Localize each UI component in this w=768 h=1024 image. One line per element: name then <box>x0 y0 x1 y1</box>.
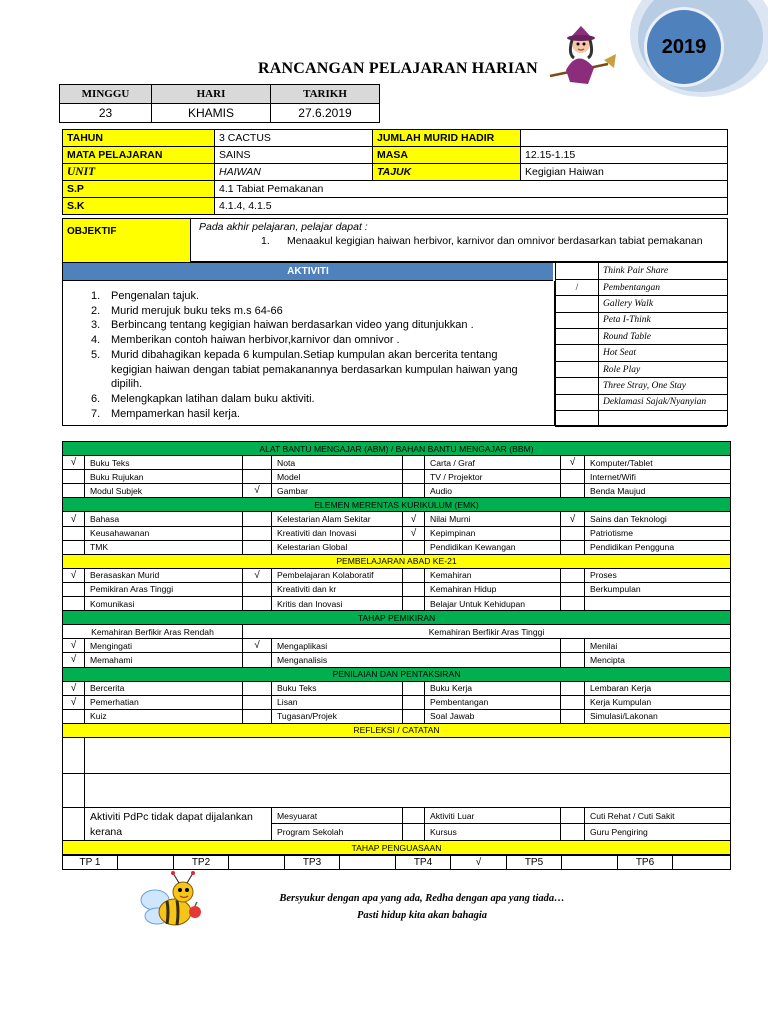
checkbox-cell[interactable] <box>561 540 585 554</box>
item-label: Pemikiran Aras Tinggi <box>85 582 243 596</box>
list-item: 5. Murid dibahagikan kepada 6 kumpulan.Setiap kumpulan akan bercerita tentang kegigian haiwan dengan tabiat pemakanannya berdasarkan kumpulan haiwan yang dipilih. <box>91 348 518 391</box>
table-row <box>63 653 731 667</box>
checkbox-cell[interactable] <box>561 484 585 498</box>
strategy-tick <box>556 345 599 361</box>
refleksi-margin-cell <box>63 737 85 773</box>
masa-value: 12.15-1.15 <box>521 147 728 164</box>
footer-line-1: Bersyukur dengan apa yang ada, Redha dengan apa yang tiada… <box>279 893 565 904</box>
item-label: Memahami <box>85 653 243 667</box>
year-badge <box>647 10 721 84</box>
checkbox-cell[interactable] <box>403 597 425 611</box>
sk-label: S.K <box>63 198 215 215</box>
item-label: Audio <box>425 484 561 498</box>
checkbox-cell[interactable] <box>561 807 585 824</box>
item-label: Mengaplikasi <box>272 639 561 653</box>
tajuk-value: Kegigian Haiwan <box>521 164 728 181</box>
abad21-section-title: PEMBELAJARAN ABAD KE-21 <box>63 554 731 568</box>
unit-label: UNIT <box>63 164 215 181</box>
list-item: 3. Berbincang tentang kegigian haiwan berdasarkan video yang ditunjukkan . <box>91 319 474 332</box>
item-label: Patriotisme <box>585 526 731 540</box>
strategy-name: Role Play <box>599 361 728 377</box>
lesson-info-table <box>62 129 728 215</box>
tp-label: TP5 <box>507 856 562 870</box>
item-label: Pemerhatian <box>85 695 243 709</box>
checkbox-cell[interactable]: √ <box>63 456 85 470</box>
checkbox-cell[interactable]: √ <box>63 639 85 653</box>
checkbox-cell[interactable] <box>243 681 272 695</box>
item-label: TMK <box>85 540 243 554</box>
checkbox-cell[interactable]: √ <box>63 681 85 695</box>
tp-checkbox[interactable]: √ <box>451 856 507 870</box>
table-row <box>63 512 731 526</box>
refleksi-notes-area[interactable] <box>85 737 731 773</box>
table-row <box>63 540 731 554</box>
item-label: Model <box>272 470 403 484</box>
table-row <box>63 681 731 695</box>
checkbox-cell[interactable] <box>63 470 85 484</box>
year-decoration <box>618 0 768 110</box>
aras-rendah-label: Kemahiran Berfikir Aras Rendah <box>63 625 243 639</box>
strategy-name: Pembentangan <box>599 279 728 295</box>
item-label: Komputer/Tablet <box>585 456 731 470</box>
tp-checkbox[interactable] <box>118 856 174 870</box>
reason-label: Program Sekolah <box>272 824 403 841</box>
item-label: Nilai Murni <box>425 512 561 526</box>
item-label: Komunikasi <box>85 597 243 611</box>
reason-label: Kursus <box>425 824 561 841</box>
masa-label: MASA <box>373 147 521 164</box>
sp-label: S.P <box>63 181 215 198</box>
item-label: Menganalisis <box>272 653 561 667</box>
sk-value: 4.1.4, 4.1.5 <box>215 198 728 215</box>
refleksi-margin-cell <box>63 807 85 840</box>
checkbox-cell[interactable] <box>403 681 425 695</box>
reason-label: Guru Pengiring <box>585 824 731 841</box>
mata-pelajaran-value: SAINS <box>215 147 373 164</box>
item-label: Menilai <box>585 639 731 653</box>
strategy-tick <box>556 296 599 312</box>
item-label: Carta / Graf <box>425 456 561 470</box>
tahun-label: TAHUN <box>63 130 215 147</box>
checkbox-cell[interactable]: √ <box>63 695 85 709</box>
item-label: Bercerita <box>85 681 243 695</box>
strategy-tick <box>556 411 599 427</box>
jumlah-value <box>521 130 728 147</box>
reason-label: Aktiviti Luar <box>425 807 561 824</box>
item-label: Modul Subjek <box>85 484 243 498</box>
aktiviti-header: AKTIVITI <box>63 263 553 281</box>
strategy-name: Think Pair Share <box>599 263 728 279</box>
checkbox-cell[interactable] <box>63 709 85 723</box>
item-label: Buku Teks <box>85 456 243 470</box>
week-table <box>59 84 380 123</box>
item-label: Berasaskan Murid <box>85 568 243 582</box>
checkbox-cell[interactable] <box>243 512 272 526</box>
checkbox-cell[interactable] <box>243 456 272 470</box>
checkbox-cell[interactable] <box>243 470 272 484</box>
list-item: 2. Murid merujuk buku teks m.s 64-66 <box>91 304 283 317</box>
checkbox-cell[interactable] <box>243 597 272 611</box>
sp-value: 4.1 Tabiat Pemakanan <box>215 181 728 198</box>
emk-section-title: ELEMEN MERENTAS KURIKULUM (EMK) <box>63 498 731 512</box>
tajuk-label: TAJUK <box>373 164 521 181</box>
checkbox-cell[interactable]: √ <box>561 456 585 470</box>
table-row <box>63 695 731 709</box>
checkbox-cell[interactable] <box>403 456 425 470</box>
strategy-name: Deklamasi Sajak/Nyanyian <box>599 394 728 410</box>
item-label: Keusahawanan <box>85 526 243 540</box>
objektif-section <box>62 218 728 262</box>
item-label: Internet/Wifi <box>585 470 731 484</box>
checkbox-cell[interactable] <box>243 526 272 540</box>
item-label: Kelestarian Global <box>272 540 403 554</box>
item-label: Buku Kerja <box>425 681 561 695</box>
item-label: Belajar Untuk Kehidupan <box>425 597 561 611</box>
checkbox-cell[interactable] <box>561 695 585 709</box>
mata-pelajaran-label: MATA PELAJARAN <box>63 147 215 164</box>
tp-label: TP3 <box>285 856 340 870</box>
checkbox-cell[interactable] <box>63 484 85 498</box>
strategy-tick: / <box>556 279 599 295</box>
item-label: Tugasan/Projek <box>272 709 403 723</box>
abm-section-title: ALAT BANTU MENGAJAR (ABM) / BAHAN BANTU MENGAJAR (BBM) <box>63 442 731 456</box>
reason-label: Cuti Rehat / Cuti Sakit <box>585 807 731 824</box>
table-row <box>63 856 731 870</box>
strategy-table <box>555 263 727 427</box>
item-label: Pendidikan Pengguna <box>585 540 731 554</box>
bee-clipart-icon <box>137 870 207 940</box>
list-item: 1. Pengenalan tajuk. <box>91 290 200 302</box>
table-row <box>63 709 731 723</box>
tp-checkbox[interactable] <box>673 856 731 870</box>
strategy-name: Gallery Walk <box>599 296 728 312</box>
tp-label: TP2 <box>174 856 229 870</box>
item-label: Soal Jawab <box>425 709 561 723</box>
date-header: TARIKH <box>271 85 380 104</box>
tp-checkbox[interactable] <box>340 856 396 870</box>
objektif-item <box>263 235 713 248</box>
checkbox-cell[interactable] <box>561 582 585 596</box>
item-label: Proses <box>585 568 731 582</box>
item-label: Nota <box>272 456 403 470</box>
item-label: Buku Rujukan <box>85 470 243 484</box>
checkbox-cell[interactable]: √ <box>63 653 85 667</box>
aktiviti-list <box>63 281 555 426</box>
item-label: Kemahiran <box>425 568 561 582</box>
item-label: Benda Maujud <box>585 484 731 498</box>
item-label: Mencipta <box>585 653 731 667</box>
strategy-name: Round Table <box>599 329 728 345</box>
strategy-name: Three Stray, One Stay <box>599 378 728 394</box>
checkbox-cell[interactable] <box>243 582 272 596</box>
table-row <box>63 526 731 540</box>
checkbox-cell[interactable] <box>243 540 272 554</box>
strategy-name: Hot Seat <box>599 345 728 361</box>
aras-tinggi-label: Kemahiran Berfikir Aras Tinggi <box>243 625 731 639</box>
item-label: Simulasi/Lakonan <box>585 709 731 723</box>
footer-quote <box>222 890 622 924</box>
checkbox-cell[interactable] <box>561 824 585 841</box>
list-item: 4. Memberikan contoh haiwan herbivor,karnivor dan omnivor . <box>91 334 400 347</box>
checkbox-cell[interactable] <box>403 807 425 824</box>
tp-label: TP6 <box>618 856 673 870</box>
checkbox-cell[interactable] <box>403 568 425 582</box>
item-label: Lembaran Kerja <box>585 681 731 695</box>
item-label <box>585 597 731 611</box>
objektif-text: Menaakul kegigian haiwan herbivor, karnivor dan omnivor berdasarkan tabiat pemakanan <box>287 235 703 247</box>
table-row <box>63 568 731 582</box>
checkbox-cell[interactable] <box>63 582 85 596</box>
page-title: RANCANGAN PELAJARAN HARIAN <box>258 60 538 77</box>
tahap-penguasaan-table <box>62 855 731 870</box>
table-row <box>63 456 731 470</box>
item-label: Kerja Kumpulan <box>585 695 731 709</box>
list-item: 6. Melengkapkan latihan dalam buku aktiviti. <box>91 392 315 405</box>
checkbox-cell[interactable] <box>561 597 585 611</box>
checkbox-cell[interactable] <box>63 597 85 611</box>
item-label: Sains dan Teknologi <box>585 512 731 526</box>
checkbox-cell[interactable] <box>561 681 585 695</box>
item-label: Kelestarian Alam Sekitar <box>272 512 403 526</box>
item-label: Buku Teks <box>272 681 403 695</box>
item-label: Kreativiti dan Inovasi <box>272 526 403 540</box>
tp-checkbox[interactable] <box>229 856 285 870</box>
item-label: Kepimpinan <box>425 526 561 540</box>
aktiviti-section <box>62 262 728 426</box>
item-label: Pembelajaran Kolaboratif <box>272 568 403 582</box>
checkbox-cell[interactable] <box>63 540 85 554</box>
checkbox-cell[interactable] <box>561 639 585 653</box>
reason-label: Mesyuarat <box>272 807 403 824</box>
objektif-label: OBJEKTIF <box>63 219 191 262</box>
item-label: Berkumpulan <box>585 582 731 596</box>
year-text: 2019 <box>661 35 707 58</box>
checkbox-cell[interactable]: √ <box>561 512 585 526</box>
objektif-intro: Pada akhir pelajaran, pelajar dapat : <box>199 221 368 233</box>
checkbox-cell[interactable]: √ <box>403 526 425 540</box>
item-label: Kuiz <box>85 709 243 723</box>
table-row <box>63 470 731 484</box>
witch-clipart-icon <box>548 24 618 90</box>
strategy-tick <box>556 361 599 377</box>
date-value: 27.6.2019 <box>271 104 380 123</box>
checkbox-cell[interactable]: √ <box>243 639 272 653</box>
objektif-number: 1. <box>261 235 270 247</box>
checkbox-cell[interactable] <box>561 709 585 723</box>
checkbox-cell[interactable]: √ <box>243 568 272 582</box>
checkbox-cell[interactable] <box>403 824 425 841</box>
strategy-name: Peta I-Think <box>599 312 728 328</box>
checkbox-cell[interactable] <box>403 695 425 709</box>
tp-checkbox[interactable] <box>562 856 618 870</box>
strategy-tick <box>556 329 599 345</box>
list-item: 7. Mempamerkan hasil kerja. <box>91 407 240 420</box>
item-label: Bahasa <box>85 512 243 526</box>
checkbox-cell[interactable]: √ <box>63 568 85 582</box>
checkbox-cell[interactable] <box>561 470 585 484</box>
table-row <box>63 582 731 596</box>
day-value: KHAMIS <box>152 104 271 123</box>
item-label: Kemahiran Hidup <box>425 582 561 596</box>
refleksi-notes-area[interactable] <box>85 773 731 807</box>
strategy-tick <box>556 263 599 279</box>
item-label: Lisan <box>272 695 403 709</box>
checkbox-cell[interactable] <box>403 709 425 723</box>
checkbox-cell[interactable] <box>243 709 272 723</box>
checkbox-cell[interactable] <box>561 526 585 540</box>
refleksi-section-title: REFLEKSI / CATATAN <box>63 723 731 737</box>
checkbox-cell[interactable] <box>243 695 272 709</box>
item-label: Pembentangan <box>425 695 561 709</box>
item-label: Kritis dan Inovasi <box>272 597 403 611</box>
item-label: Gambar <box>272 484 403 498</box>
pemikiran-section-title: TAHAP PEMIKIRAN <box>63 611 731 625</box>
checkbox-cell[interactable]: √ <box>63 512 85 526</box>
checkbox-cell[interactable] <box>403 484 425 498</box>
footer-line-2: Pasti hidup kita akan bahagia <box>356 910 488 921</box>
strategy-name <box>599 411 728 427</box>
penilaian-section-title: PENILAIAN DAN PENTAKSIRAN <box>63 667 731 681</box>
strategy-tick <box>556 312 599 328</box>
item-label: Pendidikan Kewangan <box>425 540 561 554</box>
item-label: Kreativiti dan kr <box>272 582 403 596</box>
tp-label: TP 1 <box>63 856 118 870</box>
strategy-tick <box>556 378 599 394</box>
table-row <box>63 597 731 611</box>
refleksi-margin-cell <box>63 773 85 807</box>
checkbox-cell[interactable] <box>243 653 272 667</box>
tahun-value: 3 CACTUS <box>215 130 373 147</box>
checkbox-cell[interactable] <box>63 526 85 540</box>
checkbox-cell[interactable] <box>403 582 425 596</box>
unit-value: HAIWAN <box>215 164 373 181</box>
penguasaan-section-title: TAHAP PENGUASAAN <box>63 840 731 854</box>
pdpc-not-done-label: Aktiviti PdPc tidak dapat dijalankan kerana <box>85 807 272 840</box>
checklist-grid <box>62 441 731 855</box>
checkbox-cell[interactable]: √ <box>243 484 272 498</box>
week-value: 23 <box>60 104 152 123</box>
jumlah-label: JUMLAH MURID HADIR <box>373 130 521 147</box>
week-header: MINGGU <box>60 85 152 104</box>
checkbox-cell[interactable] <box>561 568 585 582</box>
item-label: TV / Projektor <box>425 470 561 484</box>
strategy-tick <box>556 394 599 410</box>
checkbox-cell[interactable] <box>403 470 425 484</box>
day-header: HARI <box>152 85 271 104</box>
tp-label: TP4 <box>396 856 451 870</box>
table-row <box>63 484 731 498</box>
item-label: Mengingati <box>85 639 243 653</box>
checkbox-cell[interactable] <box>561 653 585 667</box>
checkbox-cell[interactable] <box>403 540 425 554</box>
table-row <box>63 639 731 653</box>
checkbox-cell[interactable]: √ <box>403 512 425 526</box>
